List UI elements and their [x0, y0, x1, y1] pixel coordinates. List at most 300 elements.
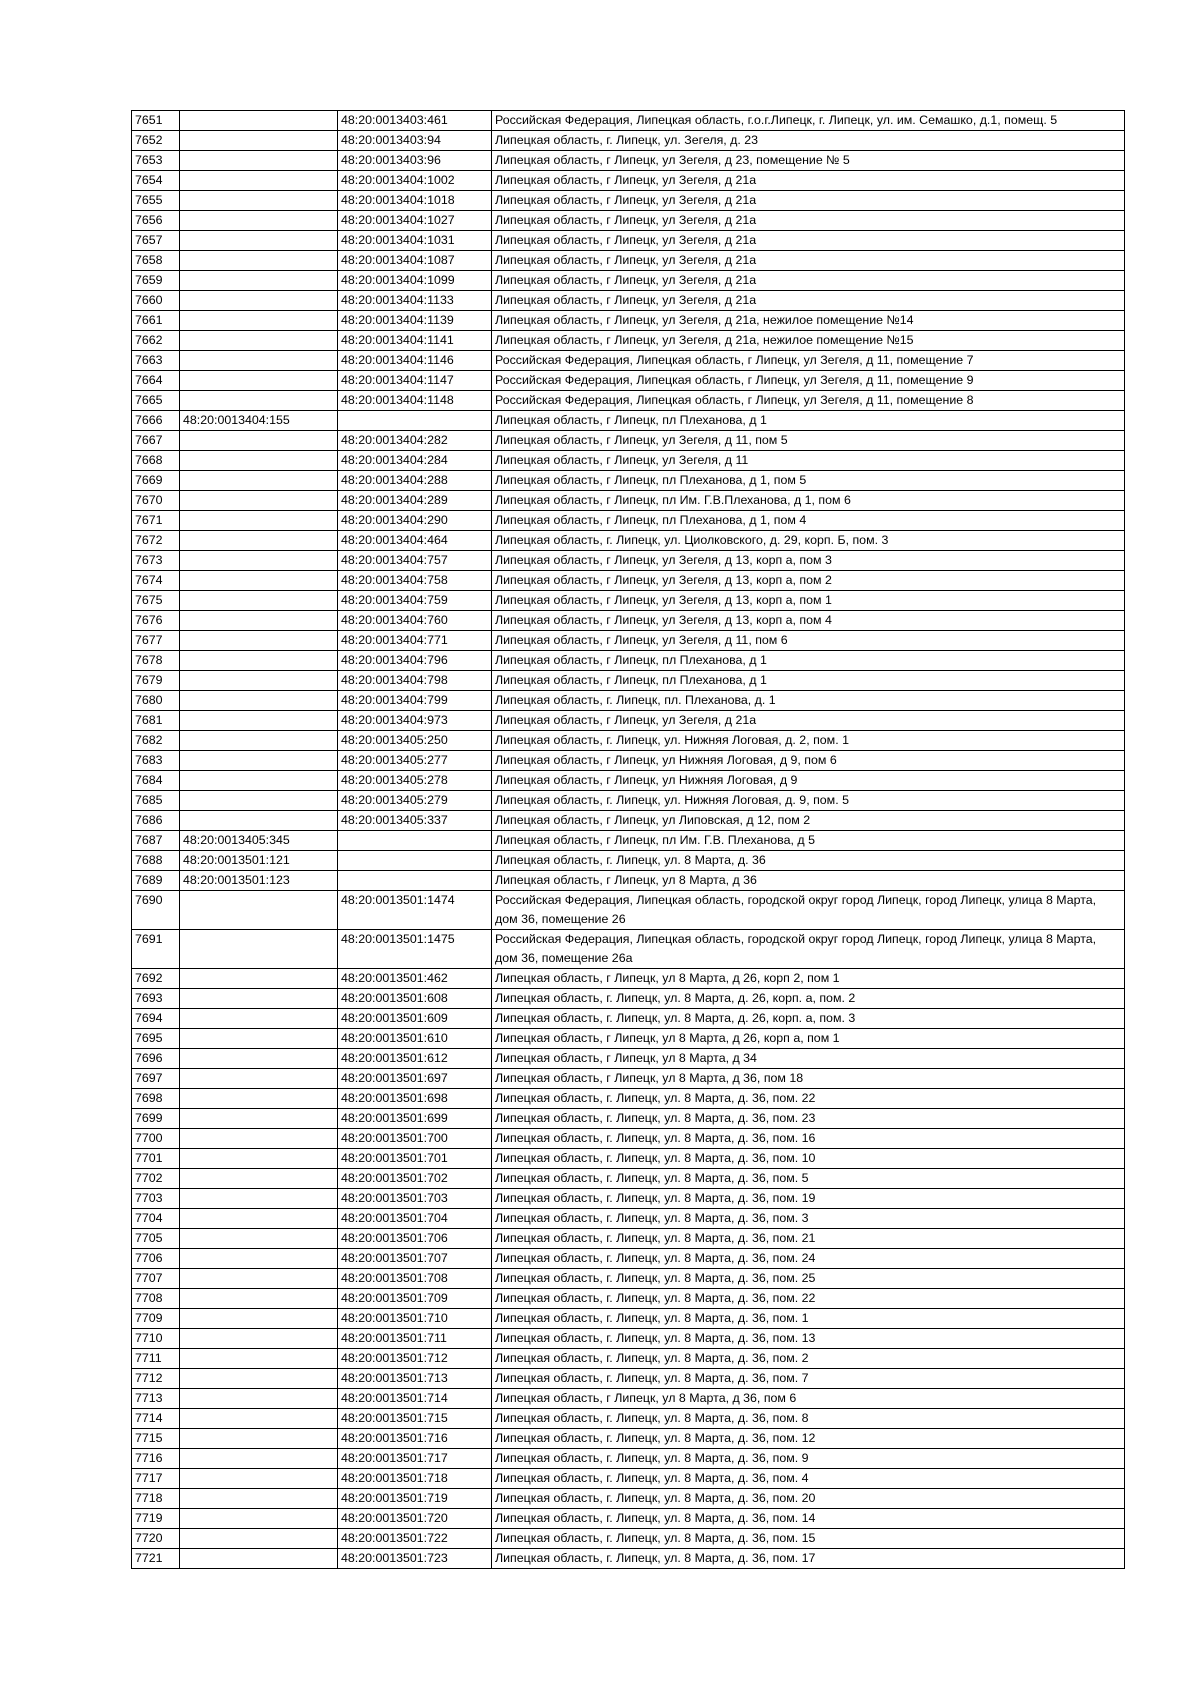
table-row [132, 151, 1125, 171]
address-cell: Липецкая область, г Липецк, ул Зегеля, д 21а, нежилое помещение №14 [492, 311, 1125, 331]
premises-cadastral-number-cell: 48:20:0013501:711 [338, 1329, 492, 1349]
table-row [132, 691, 1125, 711]
land-cadastral-number-cell [180, 1289, 338, 1309]
premises-cadastral-number-cell: 48:20:0013404:1133 [338, 291, 492, 311]
premises-cadastral-number-cell: 48:20:0013404:1147 [338, 371, 492, 391]
premises-cadastral-number-cell: 48:20:0013404:760 [338, 611, 492, 631]
land-cadastral-number-cell [180, 1489, 338, 1509]
table-row [132, 1049, 1125, 1069]
row-number-cell: 7714 [132, 1409, 180, 1429]
table-row [132, 1389, 1125, 1409]
row-number-cell: 7708 [132, 1289, 180, 1309]
address-cell: Липецкая область, г. Липецк, ул. Нижняя Логовая, д. 2, пом. 1 [492, 731, 1125, 751]
land-cadastral-number-cell [180, 511, 338, 531]
row-number-cell: 7655 [132, 191, 180, 211]
address-cell: Липецкая область, г. Липецк, ул. 8 Марта, д. 36, пом. 25 [492, 1269, 1125, 1289]
address-cell: Липецкая область, г. Липецк, ул. 8 Марта, д. 36, пом. 8 [492, 1409, 1125, 1429]
table-row [132, 1129, 1125, 1149]
row-number-cell: 7675 [132, 591, 180, 611]
table-row [132, 771, 1125, 791]
row-number-cell: 7697 [132, 1069, 180, 1089]
address-cell: Липецкая область, г Липецк, ул Зегеля, д 11 [492, 451, 1125, 471]
address-cell: Липецкая область, г Липецк, ул 8 Марта, д 26, корп а, пом 1 [492, 1029, 1125, 1049]
land-cadastral-number-cell [180, 1169, 338, 1189]
premises-cadastral-number-cell: 48:20:0013501:706 [338, 1229, 492, 1249]
row-number-cell: 7721 [132, 1549, 180, 1569]
table-row [132, 411, 1125, 431]
table-row [132, 531, 1125, 551]
table-row [132, 391, 1125, 411]
premises-cadastral-number-cell: 48:20:0013404:757 [338, 551, 492, 571]
premises-cadastral-number-cell: 48:20:0013501:703 [338, 1189, 492, 1209]
land-cadastral-number-cell [180, 1089, 338, 1109]
row-number-cell: 7683 [132, 751, 180, 771]
premises-cadastral-number-cell: 48:20:0013405:279 [338, 791, 492, 811]
row-number-cell: 7690 [132, 891, 180, 930]
premises-cadastral-number-cell: 48:20:0013405:277 [338, 751, 492, 771]
land-cadastral-number-cell [180, 731, 338, 751]
premises-cadastral-number-cell: 48:20:0013501:462 [338, 969, 492, 989]
premises-cadastral-number-cell: 48:20:0013404:464 [338, 531, 492, 551]
land-cadastral-number-cell [180, 1389, 338, 1409]
row-number-cell: 7670 [132, 491, 180, 511]
land-cadastral-number-cell [180, 1249, 338, 1269]
premises-cadastral-number-cell: 48:20:0013501:718 [338, 1469, 492, 1489]
premises-cadastral-number-cell: 48:20:0013501:698 [338, 1089, 492, 1109]
address-cell: Липецкая область, г. Липецк, ул. 8 Марта, д. 36, пом. 12 [492, 1429, 1125, 1449]
row-number-cell: 7668 [132, 451, 180, 471]
premises-cadastral-number-cell: 48:20:0013501:1474 [338, 891, 492, 930]
premises-cadastral-number-cell: 48:20:0013405:278 [338, 771, 492, 791]
table-row [132, 1349, 1125, 1369]
premises-cadastral-number-cell: 48:20:0013403:94 [338, 131, 492, 151]
land-cadastral-number-cell [180, 989, 338, 1009]
property-table-container [131, 110, 1124, 1569]
table-row [132, 1529, 1125, 1549]
table-row [132, 371, 1125, 391]
address-cell: Липецкая область, г. Липецк, ул. 8 Марта, д. 36, пом. 22 [492, 1089, 1125, 1109]
table-row [132, 571, 1125, 591]
land-cadastral-number-cell [180, 1369, 338, 1389]
premises-cadastral-number-cell: 48:20:0013403:461 [338, 111, 492, 131]
address-cell: Липецкая область, г Липецк, ул Зегеля, д 21а [492, 171, 1125, 191]
address-cell: Российская Федерация, Липецкая область, г Липецк, ул Зегеля, д 11, помещение 9 [492, 371, 1125, 391]
address-cell: Российская Федерация, Липецкая область, городской округ город Липецк, город Липецк, улица 8 Марта, дом 36, помещение 26а [492, 930, 1125, 969]
row-number-cell: 7687 [132, 831, 180, 851]
table-row [132, 1189, 1125, 1209]
land-cadastral-number-cell [180, 1329, 338, 1349]
address-cell: Липецкая область, г. Липецк, ул. 8 Марта, д. 36, пом. 1 [492, 1309, 1125, 1329]
table-row [132, 1429, 1125, 1449]
row-number-cell: 7715 [132, 1429, 180, 1449]
address-cell: Липецкая область, г Липецк, ул Зегеля, д 21а, нежилое помещение №15 [492, 331, 1125, 351]
table-row [132, 331, 1125, 351]
row-number-cell: 7673 [132, 551, 180, 571]
land-cadastral-number-cell [180, 331, 338, 351]
row-number-cell: 7678 [132, 651, 180, 671]
address-cell: Липецкая область, г. Липецк, ул. Нижняя Логовая, д. 9, пом. 5 [492, 791, 1125, 811]
land-cadastral-number-cell [180, 371, 338, 391]
premises-cadastral-number-cell: 48:20:0013404:1031 [338, 231, 492, 251]
address-cell: Липецкая область, г Липецк, ул Зегеля, д 13, корп а, пом 4 [492, 611, 1125, 631]
premises-cadastral-number-cell: 48:20:0013404:282 [338, 431, 492, 451]
premises-cadastral-number-cell: 48:20:0013404:1002 [338, 171, 492, 191]
row-number-cell: 7656 [132, 211, 180, 231]
table-row [132, 1409, 1125, 1429]
land-cadastral-number-cell [180, 711, 338, 731]
address-cell: Липецкая область, г. Липецк, ул. 8 Марта, д. 26, корп. а, пом. 2 [492, 989, 1125, 1009]
row-number-cell: 7696 [132, 1049, 180, 1069]
land-cadastral-number-cell [180, 491, 338, 511]
table-row [132, 251, 1125, 271]
premises-cadastral-number-cell: 48:20:0013404:290 [338, 511, 492, 531]
row-number-cell: 7684 [132, 771, 180, 791]
premises-cadastral-number-cell: 48:20:0013501:717 [338, 1449, 492, 1469]
address-cell: Липецкая область, г. Липецк, ул. 8 Марта, д. 36 [492, 851, 1125, 871]
row-number-cell: 7662 [132, 331, 180, 351]
table-row [132, 1549, 1125, 1569]
address-cell: Липецкая область, г. Липецк, ул. 8 Марта, д. 36, пом. 17 [492, 1549, 1125, 1569]
premises-cadastral-number-cell: 48:20:0013501:704 [338, 1209, 492, 1229]
row-number-cell: 7698 [132, 1089, 180, 1109]
land-cadastral-number-cell [180, 1409, 338, 1429]
address-cell: Липецкая область, г. Липецк, ул. 8 Марта, д. 36, пом. 22 [492, 1289, 1125, 1309]
row-number-cell: 7716 [132, 1449, 180, 1469]
premises-cadastral-number-cell: 48:20:0013405:337 [338, 811, 492, 831]
table-row [132, 1489, 1125, 1509]
premises-cadastral-number-cell: 48:20:0013404:1141 [338, 331, 492, 351]
premises-cadastral-number-cell: 48:20:0013403:96 [338, 151, 492, 171]
table-row [132, 1269, 1125, 1289]
address-cell: Липецкая область, г. Липецк, ул. 8 Марта, д. 36, пом. 20 [492, 1489, 1125, 1509]
row-number-cell: 7688 [132, 851, 180, 871]
address-cell: Липецкая область, г. Липецк, пл. Плеханова, д. 1 [492, 691, 1125, 711]
land-cadastral-number-cell [180, 651, 338, 671]
row-number-cell: 7704 [132, 1209, 180, 1229]
land-cadastral-number-cell [180, 551, 338, 571]
premises-cadastral-number-cell: 48:20:0013404:796 [338, 651, 492, 671]
land-cadastral-number-cell [180, 111, 338, 131]
row-number-cell: 7679 [132, 671, 180, 691]
address-cell: Липецкая область, г Липецк, ул Зегеля, д 21а [492, 291, 1125, 311]
table-row [132, 811, 1125, 831]
address-cell: Липецкая область, г. Липецк, ул. Циолковского, д. 29, корп. Б, пом. 3 [492, 531, 1125, 551]
table-row [132, 311, 1125, 331]
address-cell: Липецкая область, г. Липецк, ул. 8 Марта, д. 36, пом. 5 [492, 1169, 1125, 1189]
row-number-cell: 7653 [132, 151, 180, 171]
premises-cadastral-number-cell: 48:20:0013501:713 [338, 1369, 492, 1389]
land-cadastral-number-cell [180, 969, 338, 989]
land-cadastral-number-cell [180, 771, 338, 791]
table-row [132, 1329, 1125, 1349]
address-cell: Липецкая область, г Липецк, ул Зегеля, д 21а [492, 251, 1125, 271]
row-number-cell: 7695 [132, 1029, 180, 1049]
address-cell: Российская Федерация, Липецкая область, г Липецк, ул Зегеля, д 11, помещение 7 [492, 351, 1125, 371]
land-cadastral-number-cell [180, 1269, 338, 1289]
row-number-cell: 7652 [132, 131, 180, 151]
table-row [132, 1289, 1125, 1309]
table-row [132, 731, 1125, 751]
table-row [132, 1069, 1125, 1089]
address-cell: Липецкая область, г Липецк, пл Им. Г.В. Плеханова, д 5 [492, 831, 1125, 851]
address-cell: Липецкая область, г Липецк, ул Зегеля, д 21а [492, 211, 1125, 231]
table-row [132, 831, 1125, 851]
table-row [132, 930, 1125, 969]
premises-cadastral-number-cell: 48:20:0013404:758 [338, 571, 492, 591]
row-number-cell: 7705 [132, 1229, 180, 1249]
premises-cadastral-number-cell: 48:20:0013501:700 [338, 1129, 492, 1149]
row-number-cell: 7657 [132, 231, 180, 251]
table-row [132, 851, 1125, 871]
premises-cadastral-number-cell: 48:20:0013501:709 [338, 1289, 492, 1309]
land-cadastral-number-cell [180, 191, 338, 211]
table-row [132, 111, 1125, 131]
table-row [132, 631, 1125, 651]
premises-cadastral-number-cell: 48:20:0013501:609 [338, 1009, 492, 1029]
table-row [132, 989, 1125, 1009]
address-cell: Липецкая область, г Липецк, ул 8 Марта, д 26, корп 2, пом 1 [492, 969, 1125, 989]
table-row [132, 1369, 1125, 1389]
address-cell: Липецкая область, г Липецк, ул Зегеля, д 21а [492, 191, 1125, 211]
property-table-body [132, 111, 1125, 1569]
row-number-cell: 7686 [132, 811, 180, 831]
premises-cadastral-number-cell [338, 871, 492, 891]
table-row [132, 491, 1125, 511]
land-cadastral-number-cell [180, 1229, 338, 1249]
address-cell: Липецкая область, г Липецк, ул Зегеля, д 23, помещение № 5 [492, 151, 1125, 171]
table-row [132, 451, 1125, 471]
land-cadastral-number-cell [180, 811, 338, 831]
land-cadastral-number-cell [180, 1209, 338, 1229]
land-cadastral-number-cell [180, 271, 338, 291]
premises-cadastral-number-cell: 48:20:0013501:719 [338, 1489, 492, 1509]
table-row [132, 1209, 1125, 1229]
premises-cadastral-number-cell: 48:20:0013404:1087 [338, 251, 492, 271]
premises-cadastral-number-cell: 48:20:0013501:702 [338, 1169, 492, 1189]
row-number-cell: 7691 [132, 930, 180, 969]
land-cadastral-number-cell [180, 451, 338, 471]
address-cell: Липецкая область, г. Липецк, ул. 8 Марта, д. 36, пом. 21 [492, 1229, 1125, 1249]
premises-cadastral-number-cell: 48:20:0013501:610 [338, 1029, 492, 1049]
premises-cadastral-number-cell: 48:20:0013404:1146 [338, 351, 492, 371]
row-number-cell: 7717 [132, 1469, 180, 1489]
table-row [132, 611, 1125, 631]
row-number-cell: 7719 [132, 1509, 180, 1529]
address-cell: Липецкая область, г Липецк, пл Плеханова, д 1 [492, 651, 1125, 671]
premises-cadastral-number-cell: 48:20:0013501:710 [338, 1309, 492, 1329]
land-cadastral-number-cell [180, 691, 338, 711]
table-row [132, 591, 1125, 611]
address-cell: Липецкая область, г. Липецк, ул. 8 Марта, д. 36, пом. 7 [492, 1369, 1125, 1389]
row-number-cell: 7707 [132, 1269, 180, 1289]
address-cell: Липецкая область, г Липецк, ул Зегеля, д 21а [492, 231, 1125, 251]
premises-cadastral-number-cell: 48:20:0013404:1139 [338, 311, 492, 331]
land-cadastral-number-cell [180, 1349, 338, 1369]
land-cadastral-number-cell [180, 591, 338, 611]
address-cell: Липецкая область, г. Липецк, ул. 8 Марта, д. 36, пом. 15 [492, 1529, 1125, 1549]
land-cadastral-number-cell [180, 571, 338, 591]
land-cadastral-number-cell [180, 1469, 338, 1489]
premises-cadastral-number-cell: 48:20:0013501:723 [338, 1549, 492, 1569]
table-row [132, 211, 1125, 231]
premises-cadastral-number-cell: 48:20:0013501:712 [338, 1349, 492, 1369]
address-cell: Липецкая область, г Липецк, пл Плеханова, д 1, пом 5 [492, 471, 1125, 491]
premises-cadastral-number-cell: 48:20:0013501:697 [338, 1069, 492, 1089]
land-cadastral-number-cell [180, 1149, 338, 1169]
row-number-cell: 7685 [132, 791, 180, 811]
address-cell: Липецкая область, г Липецк, ул 8 Марта, д 34 [492, 1049, 1125, 1069]
premises-cadastral-number-cell: 48:20:0013404:1027 [338, 211, 492, 231]
land-cadastral-number-cell [180, 151, 338, 171]
address-cell: Липецкая область, г. Липецк, ул. 8 Марта, д. 36, пом. 4 [492, 1469, 1125, 1489]
address-cell: Липецкая область, г Липецк, пл Плеханова, д 1, пом 4 [492, 511, 1125, 531]
address-cell: Липецкая область, г Липецк, ул Зегеля, д 13, корп а, пом 1 [492, 591, 1125, 611]
address-cell: Липецкая область, г. Липецк, ул. 8 Марта, д. 36, пом. 3 [492, 1209, 1125, 1229]
row-number-cell: 7713 [132, 1389, 180, 1409]
land-cadastral-number-cell [180, 1429, 338, 1449]
land-cadastral-number-cell [180, 1029, 338, 1049]
land-cadastral-number-cell: 48:20:0013404:155 [180, 411, 338, 431]
land-cadastral-number-cell: 48:20:0013501:121 [180, 851, 338, 871]
land-cadastral-number-cell [180, 211, 338, 231]
land-cadastral-number-cell [180, 431, 338, 451]
row-number-cell: 7692 [132, 969, 180, 989]
table-row [132, 711, 1125, 731]
address-cell: Липецкая область, г Липецк, ул Зегеля, д 11, пом 5 [492, 431, 1125, 451]
row-number-cell: 7720 [132, 1529, 180, 1549]
row-number-cell: 7659 [132, 271, 180, 291]
land-cadastral-number-cell [180, 131, 338, 151]
row-number-cell: 7660 [132, 291, 180, 311]
land-cadastral-number-cell: 48:20:0013405:345 [180, 831, 338, 851]
table-row [132, 1029, 1125, 1049]
address-cell: Липецкая область, г Липецк, ул Нижняя Логовая, д 9, пом 6 [492, 751, 1125, 771]
table-row [132, 231, 1125, 251]
premises-cadastral-number-cell: 48:20:0013501:701 [338, 1149, 492, 1169]
row-number-cell: 7661 [132, 311, 180, 331]
land-cadastral-number-cell [180, 351, 338, 371]
premises-cadastral-number-cell: 48:20:0013404:1148 [338, 391, 492, 411]
address-cell: Липецкая область, г. Липецк, ул. 8 Марта, д. 36, пом. 16 [492, 1129, 1125, 1149]
premises-cadastral-number-cell: 48:20:0013405:250 [338, 731, 492, 751]
table-row [132, 891, 1125, 930]
land-cadastral-number-cell [180, 171, 338, 191]
land-cadastral-number-cell [180, 471, 338, 491]
table-row [132, 751, 1125, 771]
land-cadastral-number-cell [180, 1509, 338, 1529]
address-cell: Липецкая область, г. Липецк, ул. Зегеля, д. 23 [492, 131, 1125, 151]
premises-cadastral-number-cell: 48:20:0013501:699 [338, 1109, 492, 1129]
premises-cadastral-number-cell: 48:20:0013501:708 [338, 1269, 492, 1289]
row-number-cell: 7703 [132, 1189, 180, 1209]
land-cadastral-number-cell [180, 751, 338, 771]
premises-cadastral-number-cell [338, 411, 492, 431]
address-cell: Липецкая область, г. Липецк, ул. 8 Марта, д. 36, пом. 24 [492, 1249, 1125, 1269]
table-row [132, 671, 1125, 691]
premises-cadastral-number-cell: 48:20:0013404:1018 [338, 191, 492, 211]
land-cadastral-number-cell [180, 1129, 338, 1149]
row-number-cell: 7665 [132, 391, 180, 411]
table-row [132, 969, 1125, 989]
property-table [131, 110, 1125, 1569]
premises-cadastral-number-cell: 48:20:0013404:798 [338, 671, 492, 691]
row-number-cell: 7712 [132, 1369, 180, 1389]
row-number-cell: 7702 [132, 1169, 180, 1189]
premises-cadastral-number-cell: 48:20:0013501:714 [338, 1389, 492, 1409]
row-number-cell: 7664 [132, 371, 180, 391]
address-cell: Липецкая область, г Липецк, ул 8 Марта, д 36, пом 18 [492, 1069, 1125, 1089]
row-number-cell: 7689 [132, 871, 180, 891]
row-number-cell: 7674 [132, 571, 180, 591]
row-number-cell: 7700 [132, 1129, 180, 1149]
row-number-cell: 7671 [132, 511, 180, 531]
row-number-cell: 7711 [132, 1349, 180, 1369]
premises-cadastral-number-cell [338, 851, 492, 871]
premises-cadastral-number-cell: 48:20:0013404:771 [338, 631, 492, 651]
address-cell: Липецкая область, г Липецк, ул 8 Марта, д 36 [492, 871, 1125, 891]
address-cell: Липецкая область, г Липецк, ул Зегеля, д 21а [492, 711, 1125, 731]
row-number-cell: 7651 [132, 111, 180, 131]
land-cadastral-number-cell [180, 930, 338, 969]
table-row [132, 271, 1125, 291]
table-row [132, 1149, 1125, 1169]
table-row [132, 1109, 1125, 1129]
table-row [132, 1309, 1125, 1329]
address-cell: Липецкая область, г Липецк, пл Плеханова, д 1 [492, 671, 1125, 691]
table-row [132, 1509, 1125, 1529]
land-cadastral-number-cell [180, 231, 338, 251]
address-cell: Липецкая область, г Липецк, ул Зегеля, д 13, корп а, пом 3 [492, 551, 1125, 571]
land-cadastral-number-cell [180, 1189, 338, 1209]
land-cadastral-number-cell [180, 291, 338, 311]
row-number-cell: 7701 [132, 1149, 180, 1169]
premises-cadastral-number-cell: 48:20:0013501:608 [338, 989, 492, 1009]
premises-cadastral-number-cell: 48:20:0013501:715 [338, 1409, 492, 1429]
address-cell: Липецкая область, г Липецк, ул Зегеля, д 13, корп а, пом 2 [492, 571, 1125, 591]
table-row [132, 471, 1125, 491]
address-cell: Липецкая область, г. Липецк, ул. 8 Марта, д. 36, пом. 10 [492, 1149, 1125, 1169]
table-row [132, 191, 1125, 211]
land-cadastral-number-cell [180, 391, 338, 411]
address-cell: Липецкая область, г. Липецк, ул. 8 Марта, д. 36, пом. 19 [492, 1189, 1125, 1209]
land-cadastral-number-cell [180, 891, 338, 930]
premises-cadastral-number-cell: 48:20:0013501:720 [338, 1509, 492, 1529]
premises-cadastral-number-cell: 48:20:0013404:1099 [338, 271, 492, 291]
address-cell: Липецкая область, г Липецк, ул Зегеля, д 11, пом 6 [492, 631, 1125, 651]
row-number-cell: 7677 [132, 631, 180, 651]
premises-cadastral-number-cell: 48:20:0013404:759 [338, 591, 492, 611]
premises-cadastral-number-cell: 48:20:0013404:288 [338, 471, 492, 491]
land-cadastral-number-cell [180, 1049, 338, 1069]
row-number-cell: 7680 [132, 691, 180, 711]
table-row [132, 791, 1125, 811]
table-row [132, 1249, 1125, 1269]
table-row [132, 651, 1125, 671]
address-cell: Липецкая область, г. Липецк, ул. 8 Марта, д. 26, корп. а, пом. 3 [492, 1009, 1125, 1029]
table-row [132, 1089, 1125, 1109]
row-number-cell: 7681 [132, 711, 180, 731]
row-number-cell: 7672 [132, 531, 180, 551]
table-row [132, 1009, 1125, 1029]
land-cadastral-number-cell [180, 1449, 338, 1469]
address-cell: Липецкая область, г. Липецк, ул. 8 Марта, д. 36, пом. 14 [492, 1509, 1125, 1529]
land-cadastral-number-cell [180, 311, 338, 331]
land-cadastral-number-cell [180, 1069, 338, 1089]
table-row [132, 511, 1125, 531]
land-cadastral-number-cell: 48:20:0013501:123 [180, 871, 338, 891]
row-number-cell: 7710 [132, 1329, 180, 1349]
table-row [132, 1229, 1125, 1249]
